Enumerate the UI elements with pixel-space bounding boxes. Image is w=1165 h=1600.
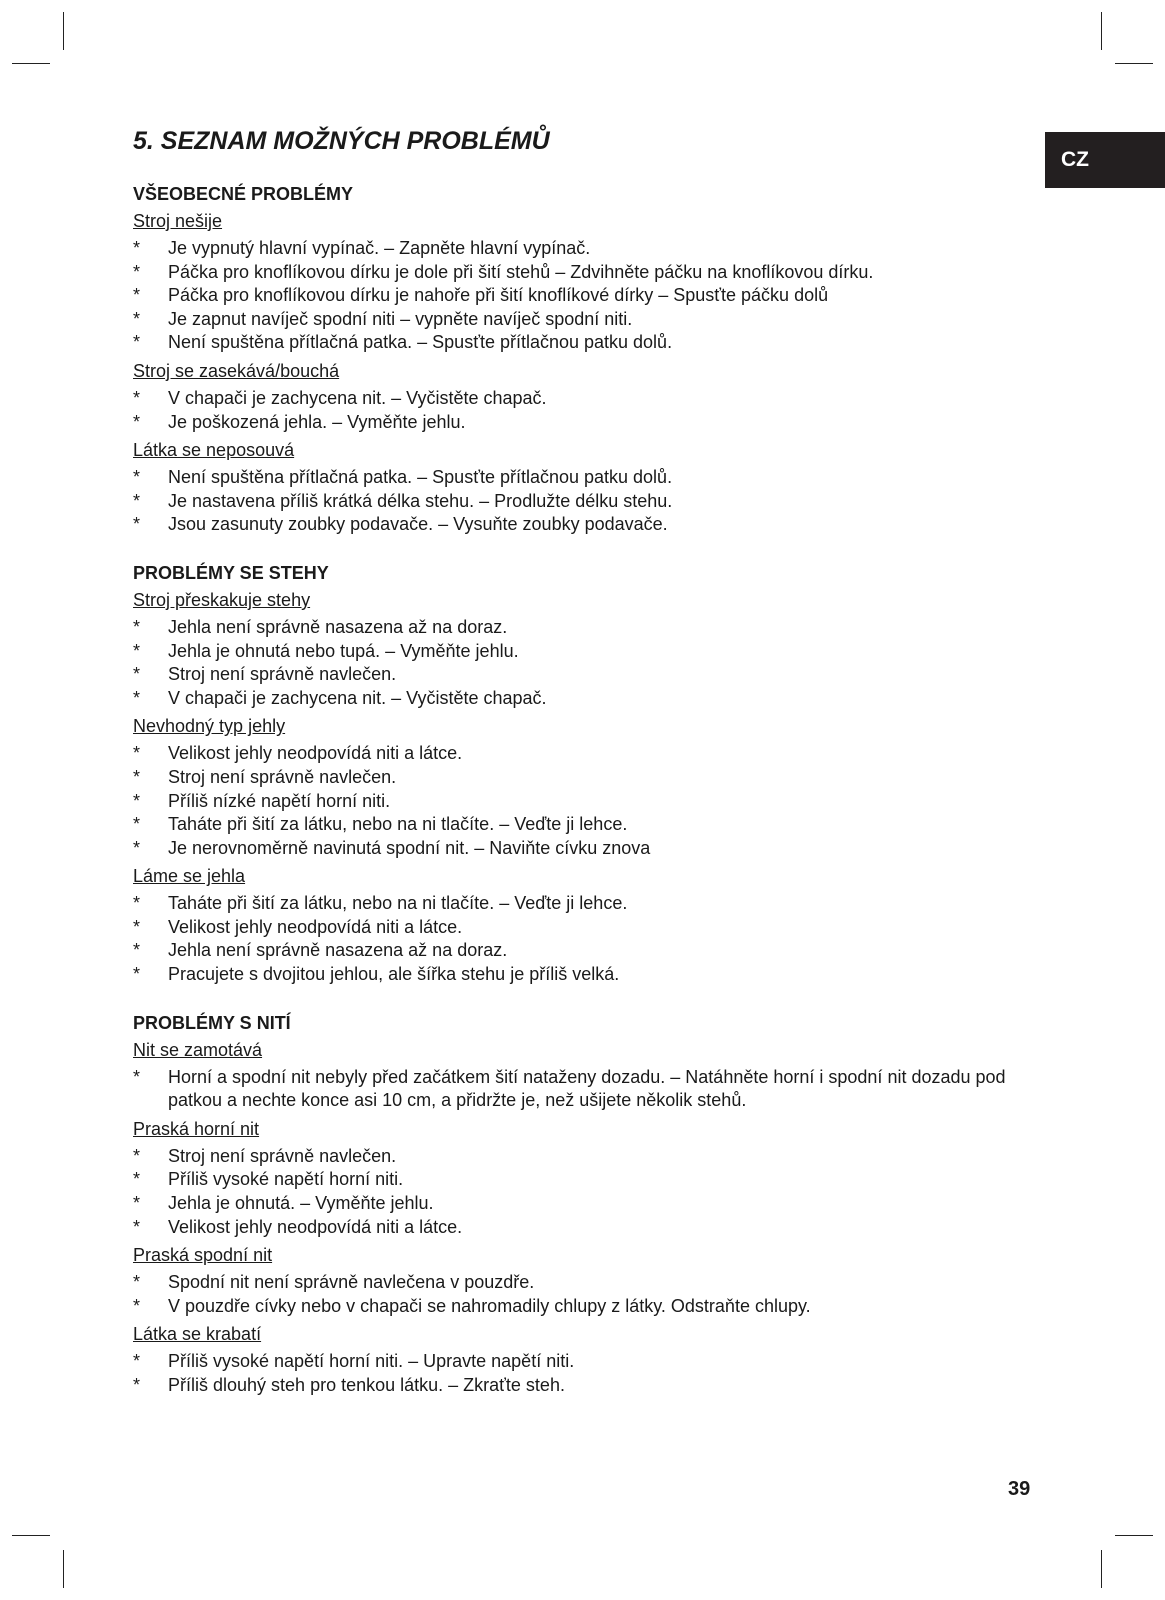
problem-subheading: Láme se jehla: [133, 866, 246, 887]
section-heading: VŠEOBECNÉ PROBLÉMY: [133, 184, 354, 204]
problem-list: [133, 1145, 1013, 1239]
section-heading: PROBLÉMY S NITÍ: [133, 1012, 291, 1033]
list-item: * Je nastavena příliš krátká délka stehu. – Prodlužte délku stehu.: [133, 490, 1013, 514]
crop-mark: [63, 1550, 64, 1588]
problem-list: [133, 466, 1013, 537]
problem-subheading: Praská horní nit: [133, 1118, 260, 1139]
list-item: * Jehla není správně nasazena až na doraz.: [133, 616, 1013, 640]
list-item: * Je nerovnoměrně navinutá spodní nit. – Naviňte cívku znova: [133, 837, 1013, 861]
section-heading: PROBLÉMY SE STEHY: [133, 562, 329, 583]
problem-list: [133, 1350, 1013, 1397]
problem-list: [133, 387, 1013, 434]
list-item: * V chapači je zachycena nit. – Vyčistěte chapač.: [133, 687, 1013, 711]
problem-subheading: Látka se neposouvá: [133, 440, 295, 461]
language-tab: CZ: [1045, 132, 1165, 188]
problem-list: [133, 892, 1013, 986]
list-item: * Velikost jehly neodpovídá niti a látce.: [133, 1216, 1013, 1240]
list-item: * Stroj není správně navlečen.: [133, 766, 1013, 790]
page-title: 5. SEZNAM MOŽNÝCH PROBLÉMŮ: [133, 127, 550, 155]
list-item: * Příliš nízké napětí horní niti.: [133, 790, 1013, 814]
problem-section: [133, 561, 1013, 987]
list-item: * Taháte při šití za látku, nebo na ni tlačíte. – Veďte ji lehce.: [133, 813, 1013, 837]
list-item: * Jsou zasunuty zoubky podavače. – Vysuňte zoubky podavače.: [133, 513, 1013, 537]
list-item: * Příliš dlouhý steh pro tenkou látku. – Zkraťte steh.: [133, 1374, 1013, 1398]
problem-subheading: Praská spodní nit: [133, 1245, 273, 1266]
list-item: * Pracujete s dvojitou jehlou, ale šířka stehu je příliš velká.: [133, 963, 1013, 987]
problem-list: [133, 616, 1013, 710]
list-item: * Je vypnutý hlavní vypínač. – Zapněte hlavní vypínač.: [133, 237, 1013, 261]
list-item: * Příliš vysoké napětí horní niti.: [133, 1168, 1013, 1192]
crop-mark: [1115, 1535, 1153, 1536]
problem-subheading: Stroj přeskakuje stehy: [133, 589, 311, 610]
problem-section: [133, 1011, 1013, 1398]
list-item: * Horní a spodní nit nebyly před začátkem šití nataženy dozadu. – Natáhněte horní i spodní nit dozadu pod patkou a nechte konce asi 10 cm, a přidržte je, než ušijete několik stehů.: [133, 1066, 1013, 1113]
list-item: * Jehla je ohnutá nebo tupá. – Vyměňte jehlu.: [133, 640, 1013, 664]
list-item: * V chapači je zachycena nit. – Vyčistěte chapač.: [133, 387, 1013, 411]
problem-list: [133, 742, 1013, 860]
page-number: 39: [1008, 1478, 1031, 1500]
list-item: * Velikost jehly neodpovídá niti a látce.: [133, 742, 1013, 766]
problem-subheading: Stroj se zasekává/bouchá: [133, 360, 340, 381]
problem-subheading: Nit se zamotává: [133, 1039, 263, 1060]
list-item: * Taháte při šití za látku, nebo na ni tlačíte. – Veďte ji lehce.: [133, 892, 1013, 916]
crop-mark: [1115, 63, 1153, 64]
problem-subheading: Stroj nešije: [133, 211, 223, 231]
list-item: * Stroj není správně navlečen.: [133, 1145, 1013, 1169]
list-item: * Je zapnut navíječ spodní niti – vypněte navíječ spodní niti.: [133, 308, 1013, 332]
list-item: * Jehla je ohnutá. – Vyměňte jehlu.: [133, 1192, 1013, 1216]
page-content: [133, 124, 1013, 1402]
crop-mark: [1101, 12, 1102, 50]
sections-container: [133, 182, 1013, 1398]
problem-list: [133, 1066, 1013, 1113]
crop-mark: [12, 1535, 50, 1536]
crop-mark: [12, 63, 50, 64]
list-item: * Není spuštěna přítlačná patka. – Spusťte přítlačnou patku dolů.: [133, 466, 1013, 490]
problem-subheading: Látka se krabatí: [133, 1324, 262, 1345]
crop-mark: [63, 12, 64, 50]
list-item: * Páčka pro knoflíkovou dírku je nahoře při šití knoflíkové dírky – Spusťte páčku dolů: [133, 284, 1013, 308]
list-item: * Je poškozená jehla. – Vyměňte jehlu.: [133, 411, 1013, 435]
crop-mark: [1101, 1550, 1102, 1588]
list-item: * Není spuštěna přítlačná patka. – Spusťte přítlačnou patku dolů.: [133, 331, 1013, 355]
list-item: * Jehla není správně nasazena až na doraz.: [133, 939, 1013, 963]
list-item: * Spodní nit není správně navlečena v pouzdře.: [133, 1271, 1013, 1295]
problem-subheading: Nevhodný typ jehly: [133, 716, 286, 737]
list-item: * Páčka pro knoflíkovou dírku je dole při šití stehů – Zdvihněte páčku na knoflíkovou dírku.: [133, 261, 1013, 285]
problem-list: [133, 237, 1013, 355]
list-item: * Velikost jehly neodpovídá niti a látce.: [133, 916, 1013, 940]
list-item: * Příliš vysoké napětí horní niti. – Upravte napětí niti.: [133, 1350, 1013, 1374]
problem-list: [133, 1271, 1013, 1318]
problem-section: [133, 182, 1013, 537]
list-item: * V pouzdře cívky nebo v chapači se nahromadily chlupy z látky. Odstraňte chlupy.: [133, 1295, 1013, 1319]
list-item: * Stroj není správně navlečen.: [133, 663, 1013, 687]
